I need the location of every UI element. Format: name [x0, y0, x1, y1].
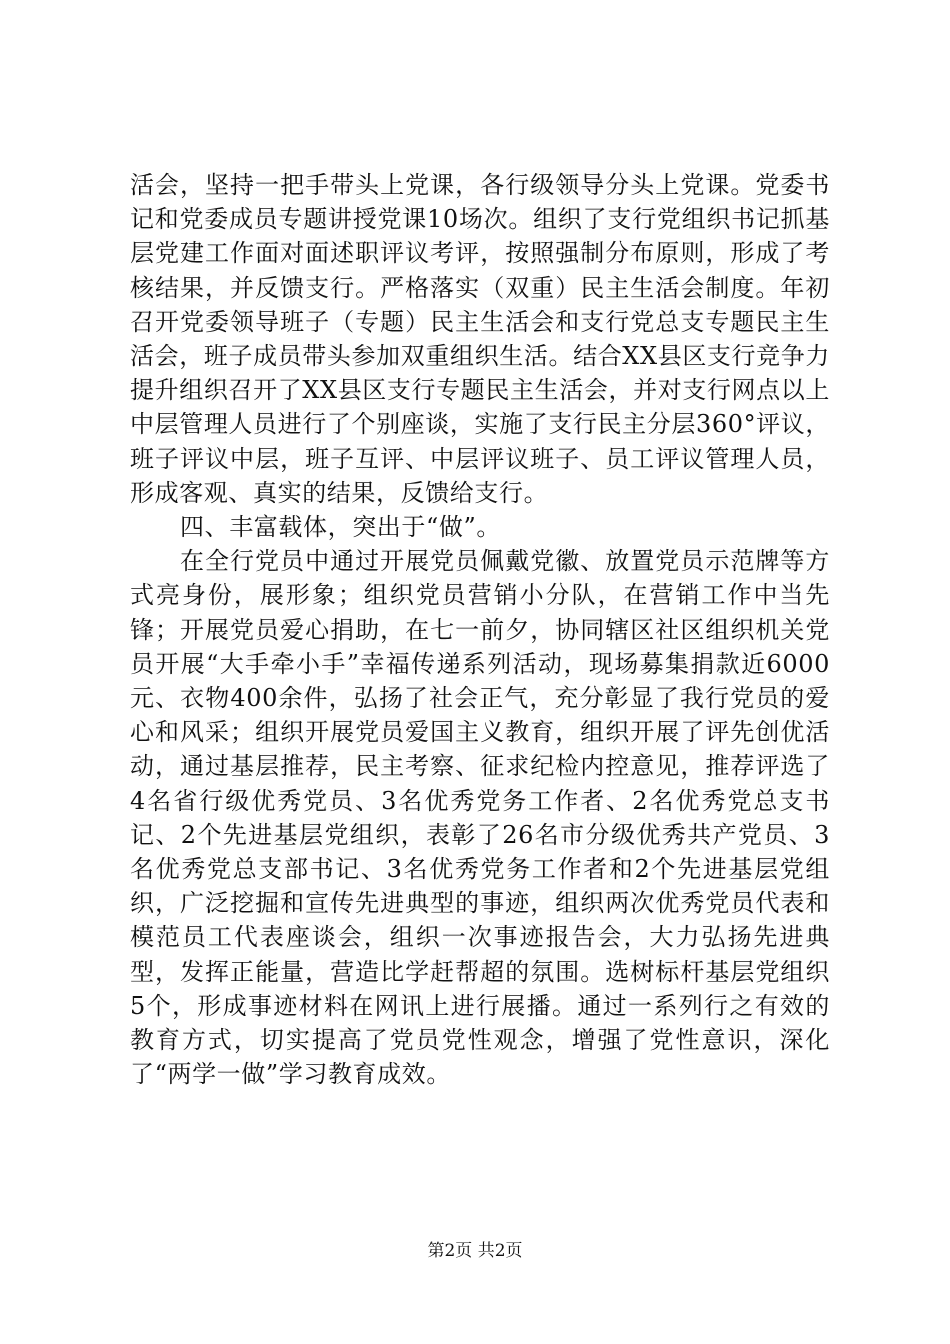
paragraph-body: 在全行党员中通过开展党员佩戴党徽、放置党员示范牌等方式亮身份，展形象；组织党员营销小分队，在营销工作中当先锋；开展党员爱心捐助，在七一前夕，协同辖区社区组织机关党员开展“大手牵小手”幸福传递系列活动，现场募集捐款近6000元、衣物400余件，弘扬了社会正气，充分彰显了我行党员的爱心和风采；组织开展党员爱国主义教育，组织开展了评先创优活动，通过基层推荐，民主考察、征求纪检内控意见，推荐评选了4名省行级优秀党员、3名优秀党务工作者、2名优秀党总支书记、2个先进基层党组织，表彰了26名市分级优秀共产党员、3名优秀党总支部书记、3名优秀党务工作者和2个先进基层党组织，广泛挖掘和宣传先进典型的事迹，组织两次优秀党员代表和模范员工代表座谈会，组织一次事迹报告会，大力弘扬先进典型，发挥正能量，营造比学赶帮超的氛围。选树标杆基层党组织5个，形成事迹材料在网讯上进行展播。通过一系列行之有效的教育方式，切实提高了党员党性观念，增强了党性意识，深化了“两学一做”学习教育成效。	[130, 547, 830, 1089]
document-body	[130, 168, 830, 1091]
section-heading: 四、丰富载体，突出于“做”。	[180, 513, 501, 542]
page-number-footer: 第2页 共2页	[427, 1241, 523, 1261]
paragraph-continuation: 活会，坚持一把手带头上党课，各行级领导分头上党课。党委书记和党委成员专题讲授党课10场次。组织了支行党组织书记抓基层党建工作面对面述职评议考评，按照强制分布原则，形成了考核结果，并反馈支行。严格落实（双重）民主生活会制度。年初召开党委领导班子（专题）民主生活会和支行党总支专题民主生活会，班子成员带头参加双重组织生活。结合XX县区支行竞争力提升组织召开了XX县区支行专题民主生活会，并对支行网点以上中层管理人员进行了个别座谈，实施了支行民主分层360°评议，班子评议中层，班子互评、中层评议班子、员工评议管理人员，形成客观、真实的结果，反馈给支行。	[130, 171, 830, 507]
